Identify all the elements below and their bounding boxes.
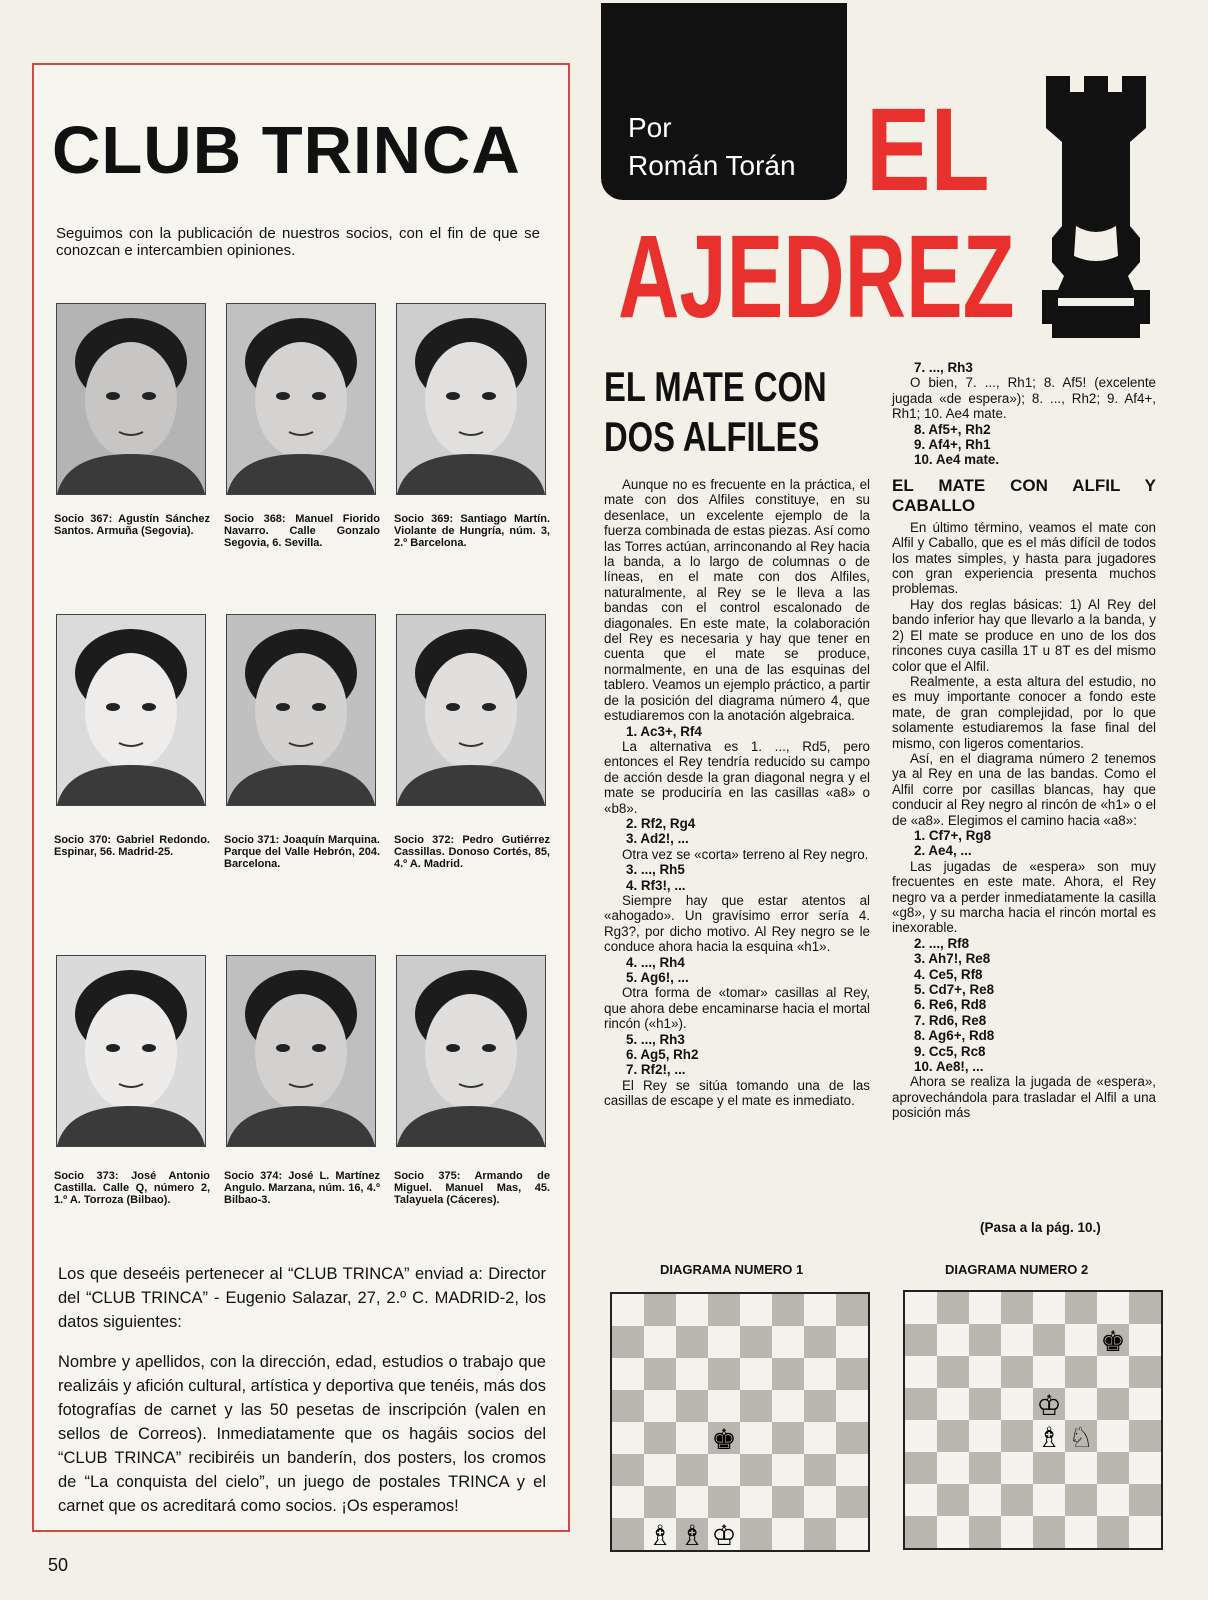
board-square [905, 1420, 937, 1452]
board-square [772, 1358, 804, 1390]
board-square [1129, 1388, 1161, 1420]
chess-move: 7. Rf2!, ... [626, 1062, 686, 1078]
board-square [772, 1326, 804, 1358]
chess-move: 2. Rf2, Rg4 [626, 815, 696, 831]
board-square [644, 1390, 676, 1422]
board-square [676, 1390, 708, 1422]
board-square [612, 1454, 644, 1486]
member-photo [226, 614, 376, 806]
article-column-right [892, 360, 1156, 1121]
board-square [772, 1486, 804, 1518]
board-square [708, 1486, 740, 1518]
board-square [676, 1486, 708, 1518]
board-square [905, 1356, 937, 1388]
board-square [969, 1452, 1001, 1484]
board-square [905, 1292, 937, 1324]
member-photo [396, 303, 546, 495]
board-square [772, 1294, 804, 1326]
board-square [708, 1390, 740, 1422]
board-square [1129, 1484, 1161, 1516]
member-photo [56, 303, 206, 495]
board-square [969, 1324, 1001, 1356]
board-square [836, 1486, 868, 1518]
board-square [1097, 1388, 1129, 1420]
chess-move: 2. ..., Rf8 [914, 935, 970, 951]
board-square [772, 1422, 804, 1454]
board-square [1097, 1516, 1129, 1548]
board-square [1001, 1452, 1033, 1484]
white-bishop-icon: ♗ [679, 1519, 705, 1550]
member-photo [396, 955, 546, 1147]
chess-move: 6. Re6, Rd8 [914, 997, 987, 1013]
board-square [969, 1420, 1001, 1452]
board-square [1001, 1484, 1033, 1516]
board-square [644, 1358, 676, 1390]
paragraph: Otra forma de «tomar» casillas al Rey, que ahora debe encaminarse hacia el mortal rincón («h1»). [604, 985, 870, 1032]
board-square [905, 1324, 937, 1356]
white-bishop-icon: ♗ [1036, 1421, 1062, 1454]
chess-move: 1. Cf7+, Rg8 [914, 827, 992, 843]
chess-move: 7. ..., Rh3 [914, 360, 973, 375]
article-title-line2: DOS ALFILES [604, 413, 820, 460]
board-square [1033, 1516, 1065, 1548]
board-square [1001, 1516, 1033, 1548]
board-square [644, 1326, 676, 1358]
board-square [1097, 1452, 1129, 1484]
member-photo [226, 303, 376, 495]
subheading: EL MATE CON ALFIL Y CABALLO [892, 475, 1156, 515]
board-square [772, 1390, 804, 1422]
board-square [1129, 1452, 1161, 1484]
board-square [836, 1294, 868, 1326]
board-square [836, 1422, 868, 1454]
board-square [1097, 1420, 1129, 1452]
board-square [708, 1454, 740, 1486]
chess-move: 4. Rf3!, ... [626, 877, 686, 893]
board-square [804, 1518, 836, 1550]
board-square [1129, 1292, 1161, 1324]
board-square [1097, 1356, 1129, 1388]
white-king-icon: ♔ [1036, 1389, 1062, 1422]
board-square [937, 1324, 969, 1356]
board-square [1001, 1388, 1033, 1420]
board-square [708, 1358, 740, 1390]
board-square [612, 1390, 644, 1422]
member-caption: Socio 371: Joaquín Marquina. Parque del Valle Hebrón, 204. Barcelona. [224, 834, 380, 870]
board-square [740, 1390, 772, 1422]
board-square [1065, 1292, 1097, 1324]
board-square [969, 1484, 1001, 1516]
member-photo [56, 955, 206, 1147]
board-square [612, 1326, 644, 1358]
member-caption: Socio 373: José Antonio Castilla. Calle Q, número 2, 1.º A. Torroza (Bilbao). [54, 1170, 210, 1206]
chess-move: 5. ..., Rh3 [626, 1031, 685, 1047]
board-square [740, 1326, 772, 1358]
board-square [612, 1358, 644, 1390]
member-photo [56, 614, 206, 806]
chess-move: 10. Ae8!, ... [914, 1059, 984, 1075]
board-square [1065, 1324, 1097, 1356]
chess-move: 5. Cd7+, Re8 [914, 982, 995, 998]
board-square [804, 1454, 836, 1486]
chess-move: 8. Ag6+, Rd8 [914, 1028, 995, 1044]
board-square [1065, 1516, 1097, 1548]
board-square [836, 1518, 868, 1550]
chess-move: 5. Ag6!, ... [626, 970, 689, 985]
paragraph: O bien, 7. ..., Rh1; 8. Af5! (excelente jugada «de espera»); 8. ..., Rh2; 9. Af4+, Rh1; 10. Ae4 mate. [892, 375, 1156, 422]
member-caption: Socio 368: Manuel Fiorido Navarro. Calle Gonzalo Segovia, 6. Sevilla. [224, 513, 380, 549]
board-square [1065, 1356, 1097, 1388]
board-square [1033, 1356, 1065, 1388]
join-instructions: Los que deseéis pertenecer al “CLUB TRINCA” enviad a: Director del “CLUB TRINCA” - Eugenio Salazar, 27, 2.º C. MADRID-2, los datos siguientes: [58, 1265, 546, 1331]
board-square [836, 1326, 868, 1358]
white-king-icon: ♔ [711, 1519, 737, 1550]
board-square [1001, 1292, 1033, 1324]
paragraph: El Rey se sitúa tomando una de las casillas de escape y el mate es inmediato. [604, 1077, 870, 1109]
chess-move: 6. Ag5, Rh2 [626, 1047, 699, 1063]
paragraph: La alternativa es 1. ..., Rd5, pero entonces el Rey tendría reducido su campo de acción desde la gran diagonal negra y el mate se produciría en las casillas «a8» o «b8». [604, 738, 870, 816]
paragraph: Siempre hay que estar atentos al «ahogado». Un gravísimo error sería 4. Rg3?, por dicho motivo. Al Rey negro se le conduce ahora hacia la esquina «h1». [604, 892, 870, 955]
board-square [969, 1388, 1001, 1420]
board-square [937, 1388, 969, 1420]
board-square [1001, 1356, 1033, 1388]
board-square [612, 1422, 644, 1454]
board-square [937, 1292, 969, 1324]
article-column-left [604, 477, 870, 1109]
chess-move: 8. Af5+, Rh2 [914, 421, 991, 437]
board-square [1033, 1324, 1065, 1356]
paragraph: Ahora se realiza la jugada de «espera», aprovechándola para trasladar el Alfil a una posición más [892, 1074, 1156, 1121]
chess-move: 9. Af4+, Rh1 [914, 437, 991, 453]
board-square [905, 1484, 937, 1516]
board-square [836, 1358, 868, 1390]
chess-move: 3. Ah7!, Re8 [914, 951, 991, 967]
member-caption: Socio 370: Gabriel Redondo. Espinar, 56. Madrid-25. [54, 834, 210, 858]
board-square [1129, 1420, 1161, 1452]
club-title: CLUB TRINCA [52, 113, 521, 188]
board-square [612, 1518, 644, 1550]
board-square [676, 1294, 708, 1326]
black-king-icon: ♚ [711, 1423, 737, 1456]
paragraph: Hay dos reglas básicas: 1) Al Rey del bando inferior hay que llevarlo a la banda, y 2) El mate se produce en uno de los dos rincones cuya casilla 1T u 8T es del mismo color que el Alfil. [892, 596, 1156, 674]
board-square [937, 1484, 969, 1516]
chess-move: 4. Ce5, Rf8 [914, 966, 983, 982]
board-square [1129, 1356, 1161, 1388]
article-title-line1: EL MATE CON [604, 363, 827, 410]
chess-move: 3. ..., Rh5 [626, 862, 685, 878]
board-square [644, 1294, 676, 1326]
board-square [676, 1358, 708, 1390]
board-square [708, 1326, 740, 1358]
member-caption: Socio 367: Agustín Sánchez Santos. Armuña (Segovia). [54, 513, 210, 537]
board-square [1001, 1324, 1033, 1356]
diagram2-title: DIAGRAMA NUMERO 2 [945, 1262, 1089, 1277]
board-square [740, 1486, 772, 1518]
board-square [905, 1516, 937, 1548]
board-square [836, 1454, 868, 1486]
rook-icon [1036, 76, 1156, 344]
chess-move: 2. Ae4, ... [914, 843, 972, 859]
chess-move: 1. Ac3+, Rf4 [626, 723, 702, 739]
board-square [804, 1390, 836, 1422]
board-square [676, 1422, 708, 1454]
board-square [772, 1518, 804, 1550]
paragraph: En último término, veamos el mate con Alfil y Caballo, que es el más difícil de todos los mates simples, y hasta para jugadores con gran experiencia presenta muchos problemas. [892, 519, 1156, 597]
author-name: Román Torán [628, 150, 796, 181]
board-square [740, 1422, 772, 1454]
board-square [740, 1358, 772, 1390]
board-square [905, 1452, 937, 1484]
board-square [836, 1390, 868, 1422]
member-caption: Socio 374: José L. Martínez Angulo. Marzana, núm. 16, 4.º Bilbao-3. [224, 1170, 380, 1206]
board-square [740, 1454, 772, 1486]
section-title-el: EL [866, 84, 990, 216]
board-square [969, 1516, 1001, 1548]
chess-move: 7. Rd6, Re8 [914, 1012, 987, 1028]
continued-note: (Pasa a la pág. 10.) [980, 1220, 1101, 1235]
white-knight-icon: ♘ [1068, 1421, 1094, 1454]
member-photo [226, 955, 376, 1147]
chess-diagram-1 [610, 1292, 870, 1552]
member-caption: Socio 375: Armando de Miguel. Manuel Mas, 45. Talayuela (Cáceres). [394, 1170, 550, 1206]
board-square [740, 1518, 772, 1550]
board-square [937, 1452, 969, 1484]
board-square [708, 1294, 740, 1326]
board-square [772, 1454, 804, 1486]
chess-move: 9. Cc5, Rc8 [914, 1043, 986, 1059]
member-caption: Socio 369: Santiago Martín. Violante de Hungría, núm. 3, 2.º Barcelona. [394, 513, 550, 549]
chess-move: 3. Ad2!, ... [626, 831, 689, 847]
member-caption: Socio 372: Pedro Gutiérrez Cassillas. Donoso Cortés, 85, 4.º A. Madrid. [394, 834, 550, 870]
board-square [937, 1420, 969, 1452]
board-square [804, 1294, 836, 1326]
board-square [937, 1356, 969, 1388]
board-square [1033, 1292, 1065, 1324]
board-square [1033, 1452, 1065, 1484]
member-photo [396, 614, 546, 806]
paragraph: Así, en el diagrama número 2 tenemos ya al Rey en una de las bandas. Como el Alfil corre por casillas blancas, hay que conducir al Rey negro al rincón de «h1» o el de «a8». Elegimos el camino hacia «a8»: [892, 750, 1156, 828]
board-square [804, 1422, 836, 1454]
board-square [1097, 1292, 1129, 1324]
section-title-ajedrez: AJEDREZ [618, 211, 1015, 343]
chess-diagram-2 [903, 1290, 1163, 1550]
page-number: 50 [48, 1555, 69, 1575]
board-square [676, 1454, 708, 1486]
paragraph: Las jugadas de «espera» son muy frecuentes en este mate. Ahora, el Rey negro va a perder inmediatamente la casilla «g8», y su marcha hacia el rincón mortal es inexorable. [892, 858, 1156, 936]
paragraph: Aunque no es frecuente en la práctica, el mate con dos Alfiles constituye, en su desenlace, un excelente ejemplo de la fuerza combinada de estas piezas. Así como las Torres actúan, arrinconando al Rey hacia la banda, a lo largo de columnas o de líneas, en el mate con dos Alfiles, naturalmente, al Rey se le lleva a las bandas con el control escalonado de diagonales. En este mate, la colaboración del Rey es necesaria y hay que tener en cuenta que el mate se produce, normalmente, en una de las esquinas del tablero. Veamos un ejemplo práctico, a partir de la posición del diagrama número 4, que estudiaremos con la anotación algebraica. [604, 477, 870, 724]
board-square [644, 1422, 676, 1454]
chess-move: 4. ..., Rh4 [626, 954, 685, 970]
board-square [740, 1294, 772, 1326]
board-square [937, 1516, 969, 1548]
board-square [1097, 1484, 1129, 1516]
diagram1-title: DIAGRAMA NUMERO 1 [660, 1262, 804, 1277]
board-square [1129, 1324, 1161, 1356]
board-square [612, 1486, 644, 1518]
author-by: Por [628, 112, 672, 143]
board-square [1065, 1452, 1097, 1484]
chess-move: 10. Ae4 mate. [914, 452, 1000, 468]
white-bishop-icon: ♗ [647, 1519, 673, 1550]
board-square [804, 1326, 836, 1358]
board-square [969, 1292, 1001, 1324]
board-square [612, 1294, 644, 1326]
board-square [1065, 1484, 1097, 1516]
requirements-text: Nombre y apellidos, con la dirección, edad, estudios o trabajo que realizáis y afición cultural, artística y deportiva que tenéis, más dos fotografías de carnet y las 50 pesetas de inscripción (valen en sellos de Correos). Inmediatamente que os hagáis socios del “CLUB TRINCA” recibiréis un banderín, dos posters, los cromos de “La conquista del cielo”, un juego de postales TRINCA y el carnet que os acreditará como socios. ¡Os esperamos! [58, 1353, 546, 1515]
board-square [804, 1358, 836, 1390]
board-square [1065, 1388, 1097, 1420]
board-square [905, 1388, 937, 1420]
board-square [804, 1486, 836, 1518]
board-square [969, 1356, 1001, 1388]
board-square [644, 1454, 676, 1486]
board-square [644, 1486, 676, 1518]
paragraph: Otra vez se «corta» terreno al Rey negro. [622, 846, 869, 862]
black-king-icon: ♚ [1100, 1325, 1126, 1358]
board-square [676, 1326, 708, 1358]
board-square [1033, 1484, 1065, 1516]
board-square [1001, 1420, 1033, 1452]
board-square [1129, 1516, 1161, 1548]
club-intro: Seguimos con la publicación de nuestros socios, con el fin de que se conozcan e intercambien opiniones. [56, 225, 540, 259]
paragraph: Realmente, a esta altura del estudio, no es muy importante conocer a fondo este mate, de gran complejidad, por lo que solamente estudiaremos la fase final del mismo, con ligeros comentarios. [892, 673, 1156, 751]
